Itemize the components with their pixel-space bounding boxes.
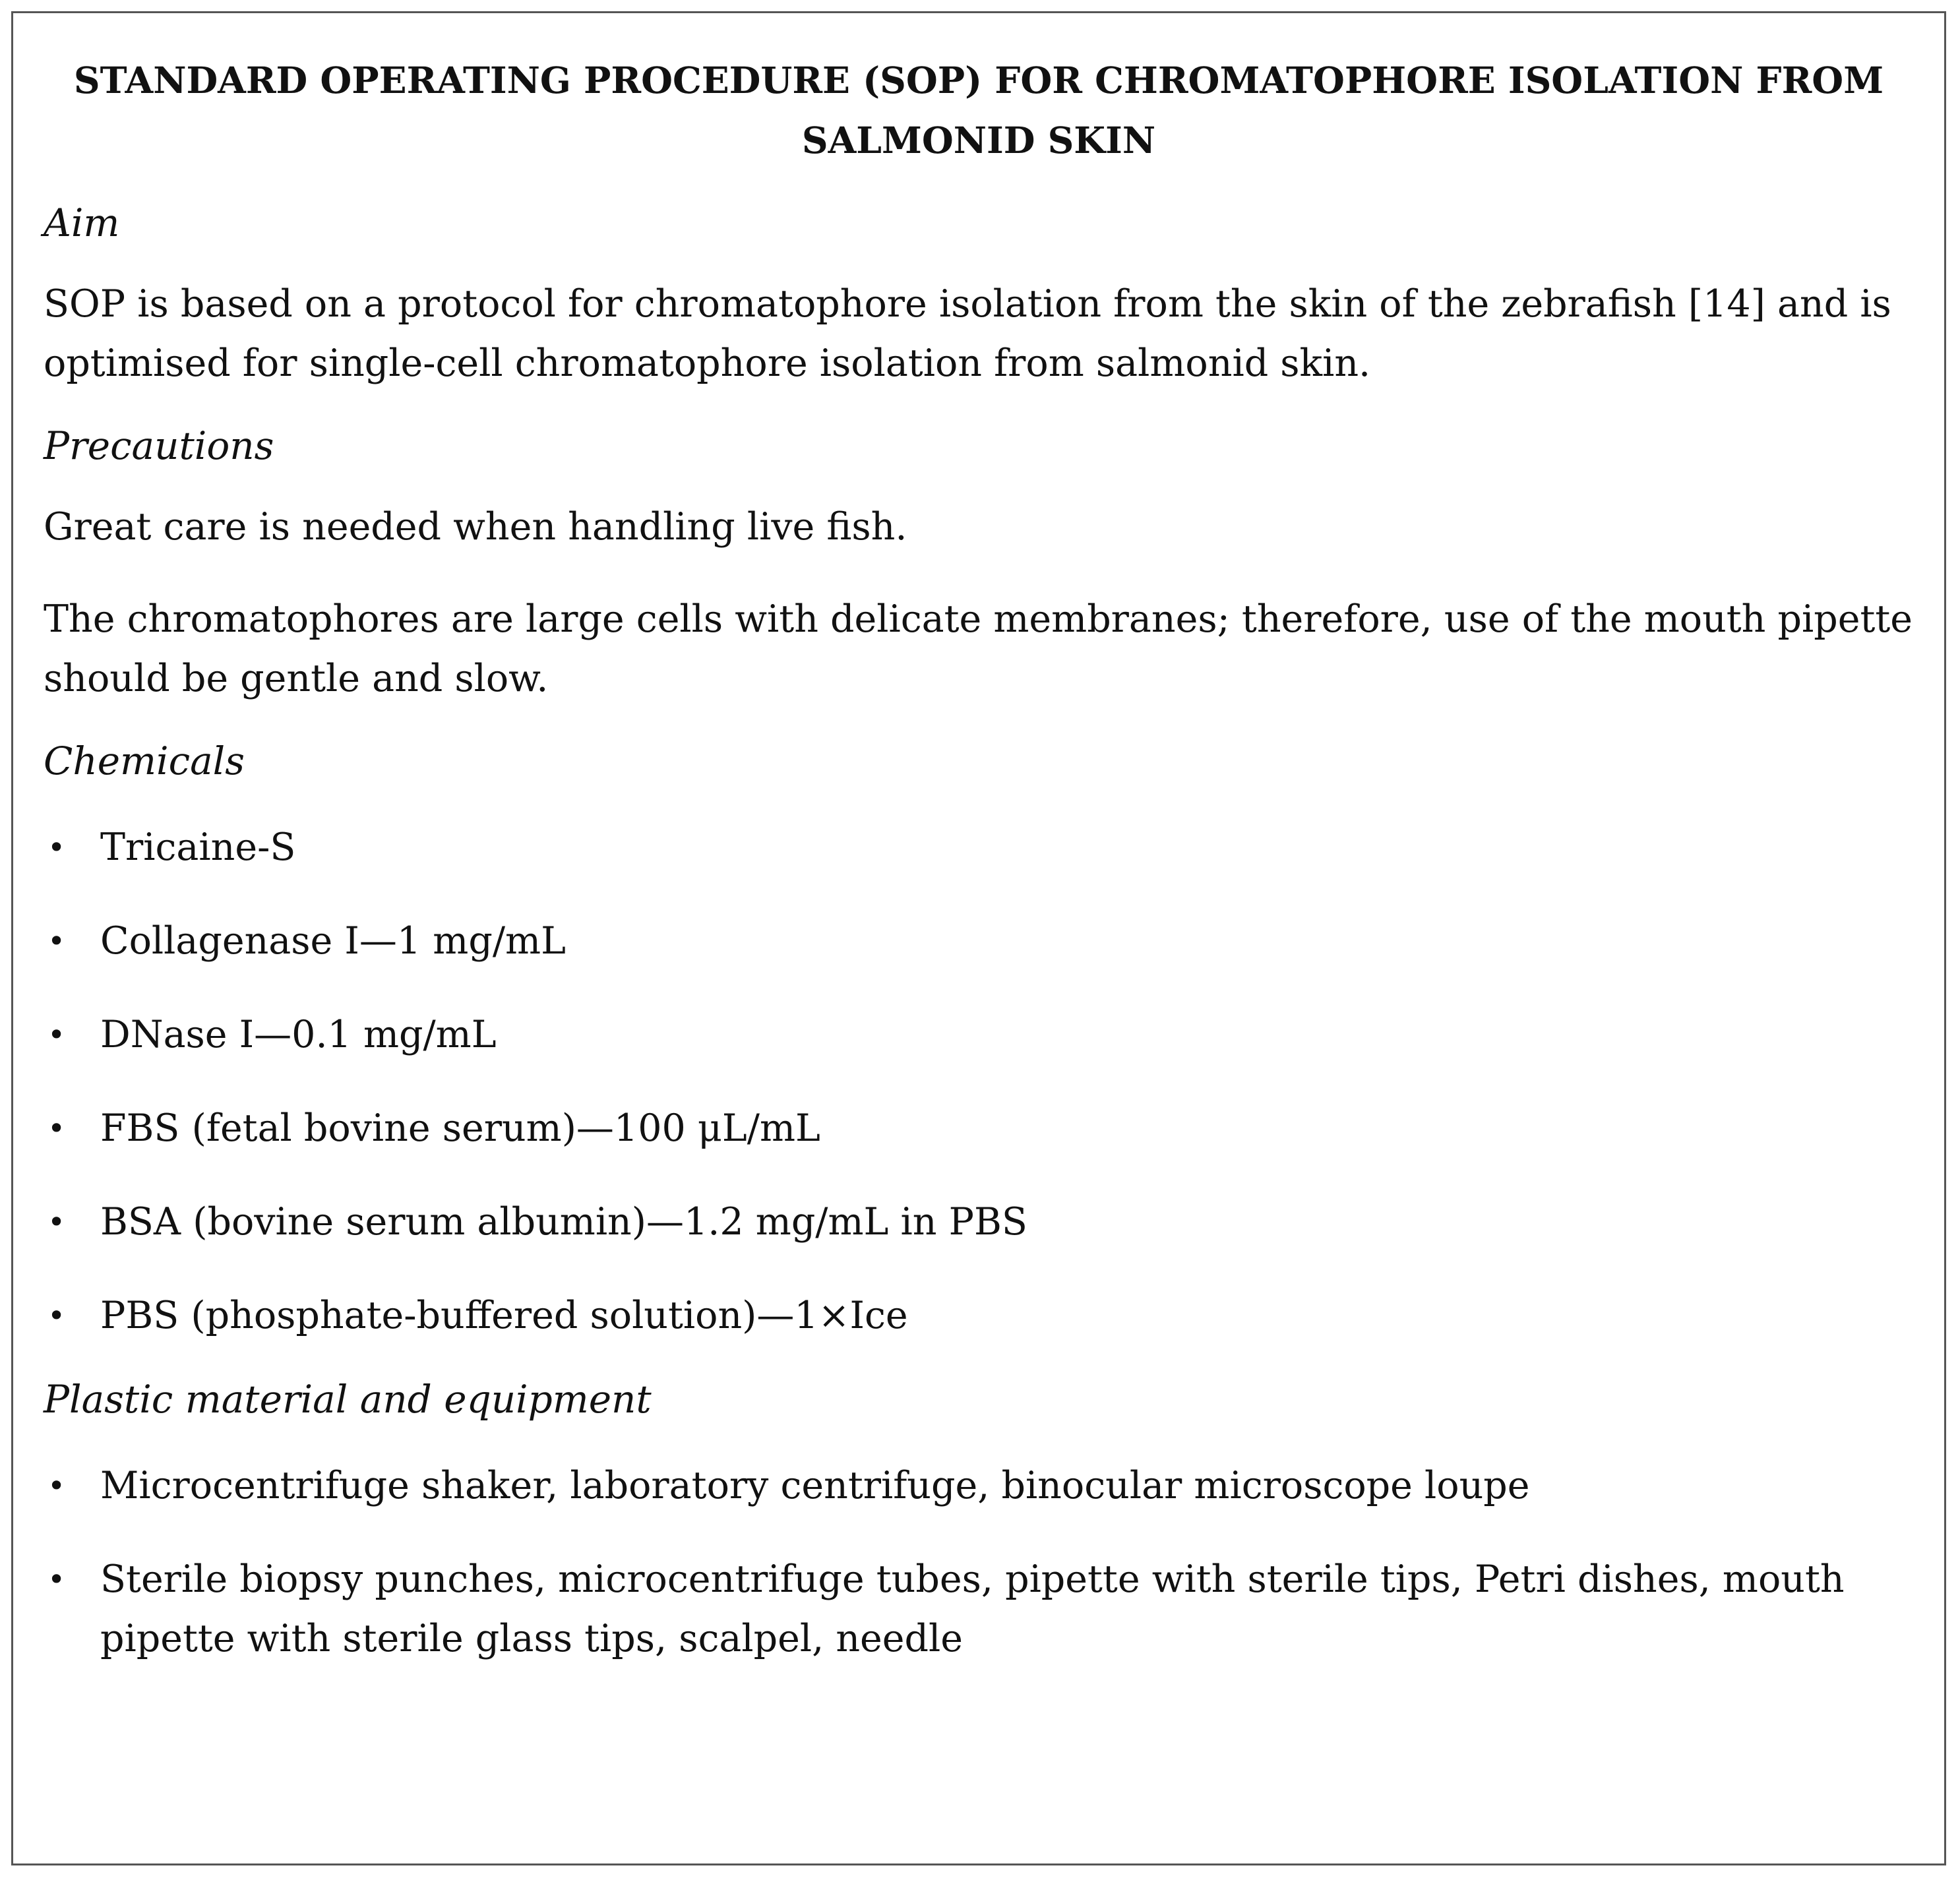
spacer bbox=[44, 393, 1914, 419]
spacer bbox=[44, 1064, 1914, 1099]
spacer bbox=[44, 249, 1914, 274]
chemical-item-text: DNase I—0.1 mg/mL bbox=[100, 1013, 497, 1056]
chemical-item-text: Collagenase I—1 mg/mL bbox=[100, 919, 566, 963]
equipment-item-text: Microcentrifuge shaker, laboratory centrifuge, binocular microscope loupe bbox=[100, 1464, 1530, 1507]
list-item bbox=[44, 1550, 1914, 1668]
bullet-icon: • bbox=[47, 1468, 66, 1503]
bullet-icon: • bbox=[47, 923, 66, 959]
spacer bbox=[44, 1158, 1914, 1192]
equipment-list bbox=[44, 1456, 1914, 1668]
bullet-icon: • bbox=[47, 1298, 66, 1333]
chemicals-heading: Chemicals bbox=[44, 739, 245, 783]
spacer bbox=[44, 787, 1914, 818]
bullet-icon: • bbox=[47, 830, 66, 865]
bullet-icon: • bbox=[47, 1017, 66, 1052]
spacer bbox=[44, 971, 1914, 1005]
spacer bbox=[44, 557, 1914, 590]
spacer bbox=[44, 1345, 1914, 1373]
sop-frame bbox=[11, 11, 1946, 1865]
spacer bbox=[44, 170, 1914, 197]
chemical-item-text: FBS (fetal bovine serum)—100 μL/mL bbox=[100, 1106, 820, 1150]
list-item bbox=[44, 911, 1914, 971]
precaution-text-2: The chromatophores are large cells with delicate membranes; therefore, use of the mouth pipette should be gentle and slow. bbox=[44, 597, 1913, 700]
bullet-icon: • bbox=[47, 1204, 66, 1240]
spacer bbox=[44, 1426, 1914, 1456]
list-item bbox=[44, 1099, 1914, 1158]
chemical-item-text: Tricaine-S bbox=[100, 826, 296, 869]
equipment-heading: Plastic material and equipment bbox=[44, 1377, 652, 1422]
aim-text: SOP is based on a protocol for chromatophore isolation from the skin of the zebrafish [14] and is optimised for single-cell chromatophore isolation from salmonid skin. bbox=[44, 282, 1891, 385]
precautions-heading: Precautions bbox=[44, 423, 274, 468]
bullet-icon: • bbox=[47, 1561, 66, 1597]
bullet-icon: • bbox=[47, 1110, 66, 1146]
list-item bbox=[44, 1456, 1914, 1515]
chemicals-list bbox=[44, 818, 1914, 1345]
precaution-text-1: Great care is needed when handling live fish. bbox=[44, 505, 907, 549]
list-item bbox=[44, 1286, 1914, 1345]
list-item bbox=[44, 1192, 1914, 1252]
chemical-item-text: BSA (bovine serum albumin)—1.2 mg/mL in PBS bbox=[100, 1200, 1027, 1244]
spacer bbox=[44, 877, 1914, 911]
spacer bbox=[44, 472, 1914, 497]
spacer bbox=[44, 708, 1914, 735]
sop-title: STANDARD OPERATING PROCEDURE (SOP) FOR CHROMATOPHORE ISOLATION FROM SALMONID SKIN bbox=[73, 59, 1884, 162]
list-item bbox=[44, 1005, 1914, 1064]
spacer bbox=[44, 1252, 1914, 1286]
list-item bbox=[44, 818, 1914, 877]
aim-heading: Aim bbox=[44, 200, 120, 245]
spacer bbox=[44, 1515, 1914, 1550]
equipment-item-text: Sterile biopsy punches, microcentrifuge tubes, pipette with sterile tips, Petri dishes, mouth pipette with sterile glass tips, scalpel, needle bbox=[100, 1558, 1845, 1660]
chemical-item-text: PBS (phosphate-buffered solution)—1×Ice bbox=[100, 1294, 908, 1337]
